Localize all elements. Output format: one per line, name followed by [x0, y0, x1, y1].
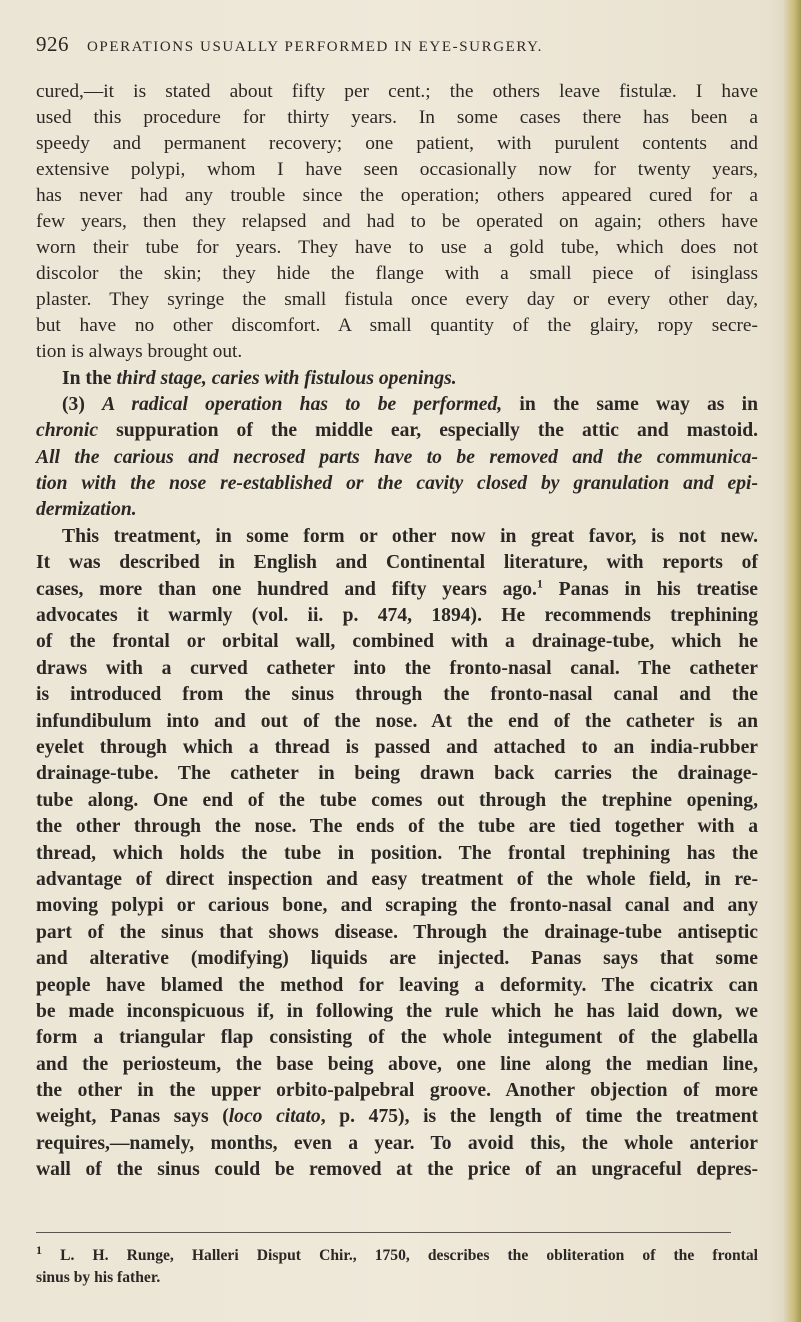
text-line: the other in the upper orbito-palpebral groove. Another objection of more	[36, 1080, 758, 1102]
page-number: 926	[36, 32, 69, 56]
text-line: of the frontal or orbital wall, combined with a drainage-tube, which he	[36, 631, 758, 653]
text-line: tion is always brought out.	[36, 341, 243, 363]
text-line: draws with a curved catheter into the fronto-nasal canal. The catheter	[36, 657, 758, 679]
text-line	[36, 471, 758, 497]
text-line	[36, 497, 758, 523]
text-line: moving polypi or carious bone, and scraping the fronto-nasal canal and any	[36, 895, 758, 917]
italic-span: All the carious and necrosed parts have to be removed and the communica-	[36, 446, 758, 468]
page-edge	[783, 0, 801, 1322]
text-line: tube along. One end of the tube comes out through the trephine opening,	[36, 789, 758, 811]
footnote-divider	[36, 1232, 731, 1233]
text-line: cured,—it is stated about fifty per cent.; the others leave fistulæ. I have	[36, 81, 758, 102]
footnote-text: L. H. Runge, Halleri Disput Chir., 1750, describes the obliteration of the frontal	[42, 1247, 758, 1264]
page-header	[36, 32, 756, 57]
text-line: infundibulum into and out of the nose. At the end of the catheter is an	[36, 710, 758, 732]
text-line: and the periosteum, the base being above, one line along the median line,	[36, 1053, 758, 1075]
footnote-marker: 1	[36, 1242, 42, 1257]
text-line: wall of the sinus could be removed at the price of an ungraceful depres-	[36, 1159, 758, 1181]
text-line: drainage-tube. The catheter in being drawn back carries the drainage-	[36, 763, 758, 785]
text-line	[36, 418, 758, 444]
text-line: the other through the nose. The ends of the tube are tied together with a	[36, 816, 758, 838]
text-span: suppuration of the middle ear, especially the attic and mastoid.	[98, 420, 758, 442]
body-text	[36, 79, 758, 1184]
footnote-line	[36, 1242, 758, 1267]
text-span: weight, Panas says (	[36, 1106, 229, 1128]
text-line: eyelet through which a thread is passed and attached to an india-rubber	[36, 736, 758, 758]
footnote-line: sinus by his father.	[36, 1269, 161, 1286]
text-line: part of the sinus that shows disease. Through the drainage-tube antiseptic	[36, 921, 758, 943]
italic-span: third stage, caries with fistulous openings.	[116, 367, 457, 389]
footnote-reference: 1	[536, 576, 543, 591]
text-line	[36, 445, 758, 471]
italic-span: dermization.	[36, 499, 137, 521]
text-line: plaster. They syringe the small fistula once every day or every other day,	[36, 289, 758, 311]
text-line: has never had any trouble since the operation; others appeared cured for a	[36, 185, 758, 207]
text-line: discolor the skin; they hide the flange with a small piece of isinglass	[36, 263, 758, 285]
italic-span: loco citato	[228, 1106, 321, 1128]
running-head: OPERATIONS USUALLY PERFORMED IN EYE-SURGERY.	[87, 39, 544, 55]
text-span: In the	[62, 367, 117, 389]
text-line: It was described in English and Continental literature, with reports of	[36, 552, 758, 574]
footnote	[36, 1242, 758, 1289]
text-line: people have blamed the method for leaving a deformity. The cicatrix can	[36, 974, 758, 996]
radical-operation-line	[36, 392, 758, 418]
text-span: cases, more than one hundred and fifty years ago.	[36, 578, 537, 600]
text-span: in the same way as in	[502, 393, 758, 415]
text-line: speedy and permanent recovery; one patient, with purulent contents and	[36, 133, 758, 155]
text-line: used this procedure for thirty years. In some cases there has been a	[36, 107, 758, 129]
third-stage-line	[36, 366, 758, 392]
italic-span: A radical operation has to be performed,	[102, 393, 503, 415]
text-line: form a triangular flap consisting of the whole integument of the glabella	[36, 1027, 758, 1049]
text-line: advocates it warmly (vol. ii. p. 474, 1894). He recommends trephining	[36, 605, 758, 627]
text-line: but have no other discomfort. A small quantity of the glairy, ropy secre-	[36, 315, 758, 337]
text-line	[36, 1104, 758, 1130]
text-line: few years, then they relapsed and had to be operated on again; others have	[36, 211, 758, 233]
italic-span: chronic	[36, 420, 99, 442]
text-span: , p. 475), is the length of time the treatment	[320, 1106, 759, 1128]
text-line: thread, which holds the tube in position. The frontal trephining has the	[36, 842, 758, 864]
text-span: Panas in his treatise	[542, 578, 759, 600]
text-line: is introduced from the sinus through the fronto-nasal canal and the	[36, 684, 758, 706]
text-span: (3)	[62, 393, 103, 415]
text-line: be made inconspicuous if, in following the rule which he has laid down, we	[36, 1000, 758, 1022]
text-line: This treatment, in some form or other now in great favor, is not new.	[62, 525, 758, 547]
text-line: and alterative (modifying) liquids are injected. Panas says that some	[36, 948, 758, 970]
text-line: requires,—namely, months, even a year. To avoid this, the whole anterior	[36, 1132, 758, 1154]
italic-span: tion with the nose re-established or the cavity closed by granulation and epi-	[36, 473, 758, 495]
text-line: extensive polypi, whom I have seen occasionally now for twenty years,	[36, 159, 758, 181]
text-line	[36, 577, 758, 603]
text-line: advantage of direct inspection and easy treatment of the whole field, in re-	[36, 868, 758, 890]
text-line: worn their tube for years. They have to use a gold tube, which does not	[36, 237, 758, 259]
